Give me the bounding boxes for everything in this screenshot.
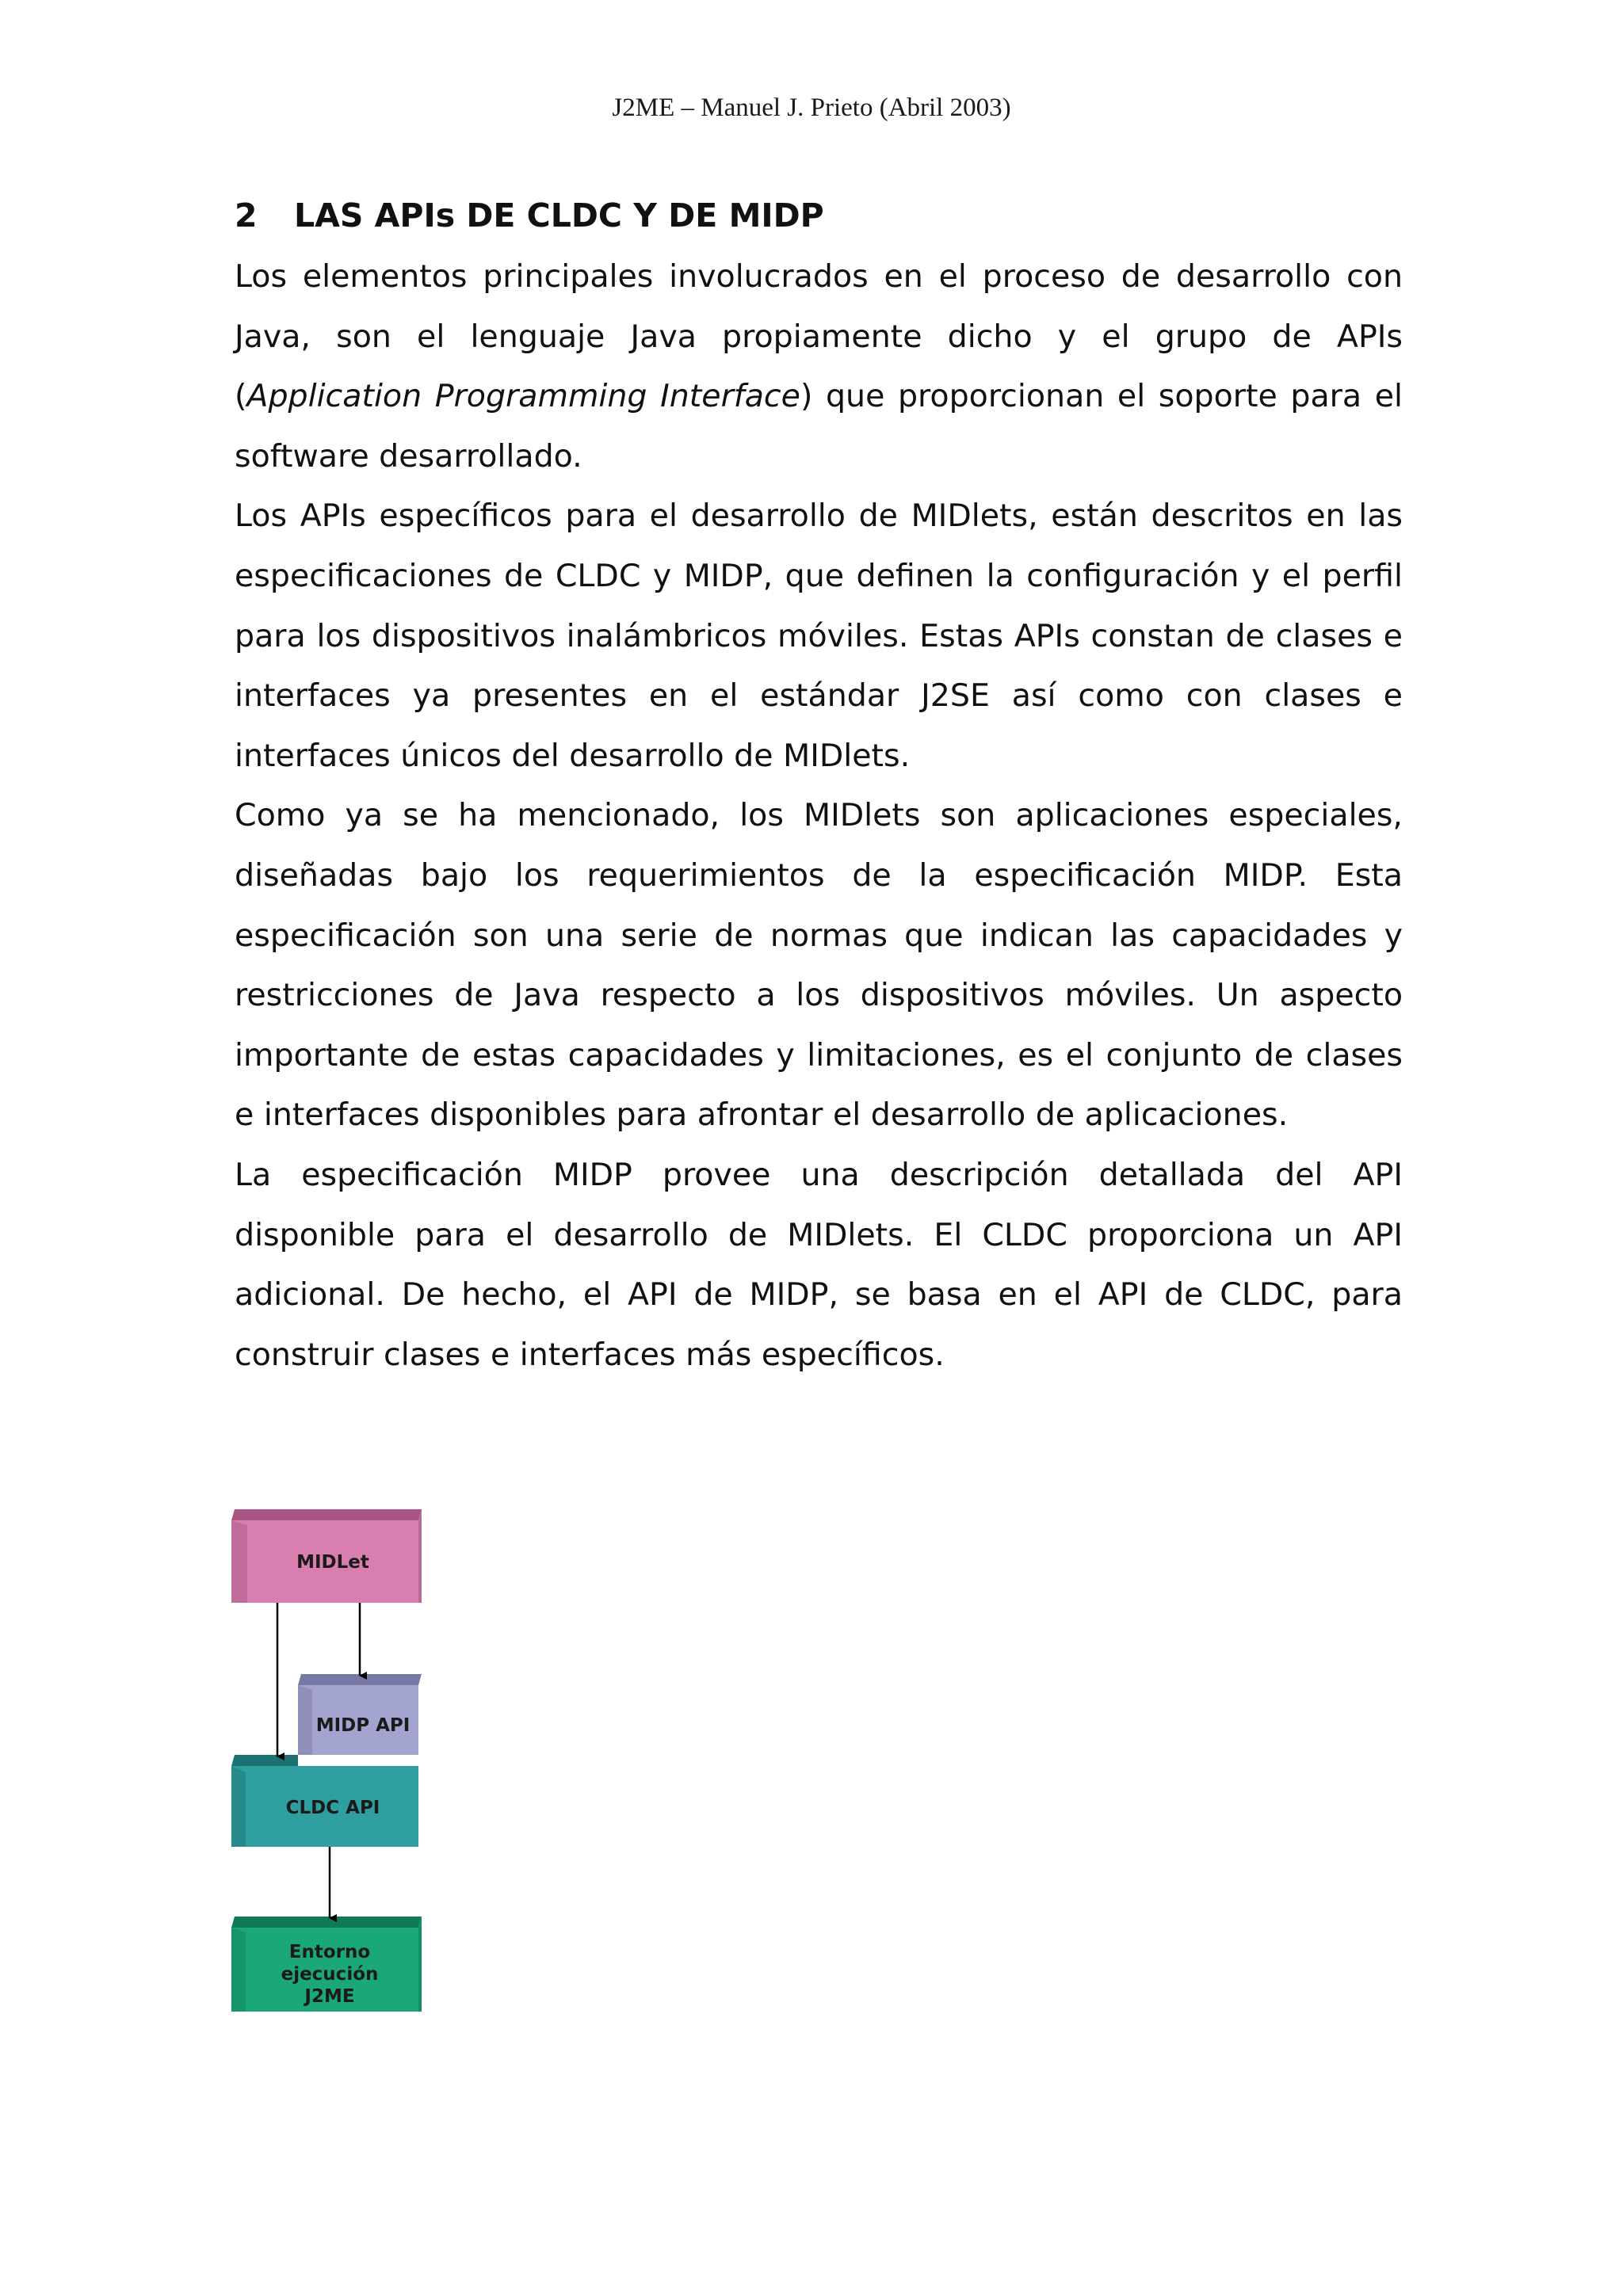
section-number: 2 bbox=[235, 196, 258, 235]
paragraph-1-emphasis: Application Programming Interface bbox=[246, 378, 800, 415]
cldc-api-box bbox=[231, 1755, 418, 1847]
paragraph-1 bbox=[235, 247, 1403, 486]
section-heading bbox=[235, 184, 1403, 247]
paragraph-4: La especificación MIDP provee una descripción detallada del API disponible para el desarrollo de MIDlets. El CLDC proporciona un API adicional. De hecho, el API de MIDP, se basa en el API de CLDC, para construir clases e interfaces más específicos. bbox=[235, 1156, 1403, 1373]
midlet-box bbox=[231, 1509, 422, 1603]
architecture-diagram bbox=[231, 1509, 434, 2032]
page-header: J2ME – Manuel J. Prieto (Abril 2003) bbox=[612, 93, 1011, 122]
runtime-label-line3: J2ME bbox=[304, 1986, 355, 2007]
runtime-box bbox=[231, 1917, 422, 2012]
paragraph-1-text-a: Los elementos principales involucrados en el proceso de desarrollo con Java, son el lenguaje Java propiamente dicho y el grupo de APIs ( bbox=[235, 258, 1403, 415]
section-title: LAS APIs DE CLDC Y DE MIDP bbox=[294, 196, 824, 235]
cldc-api-label: CLDC API bbox=[285, 1798, 380, 1818]
paragraph-3: Como ya se ha mencionado, los MIDlets son aplicaciones especiales, diseñadas bajo los requerimientos de la especificación MIDP. Esta especificación son una serie de normas que indican las capacidades y restricciones de Java respecto a los dispositivos móviles. Un aspecto importante de estas capacidades y limitaciones, es el conjunto de clases e interfaces disponibles para afrontar el desarrollo de aplicaciones. bbox=[235, 797, 1403, 1134]
runtime-label-line1: Entorno bbox=[288, 1942, 371, 1962]
midp-api-label: MIDP API bbox=[315, 1715, 411, 1736]
midp-api-box bbox=[298, 1674, 422, 1755]
paragraph-1-text-b: ) que proporcionan el soporte para el software desarrollado. bbox=[235, 378, 1403, 475]
page-content bbox=[235, 184, 1403, 1385]
midlet-label: MIDLet bbox=[296, 1552, 369, 1573]
paragraph-2: Los APIs específicos para el desarrollo de MIDlets, están descritos en las especificaciones de CLDC y MIDP, que definen la configuración y el perfil para los dispositivos inalámbricos móviles. Estas APIs constan de clases e interfaces ya presentes en el estándar J2SE así como con clases e interfaces únicos del desarrollo de MIDlets. bbox=[235, 498, 1403, 774]
runtime-label-line2: ejecución bbox=[281, 1964, 379, 1985]
